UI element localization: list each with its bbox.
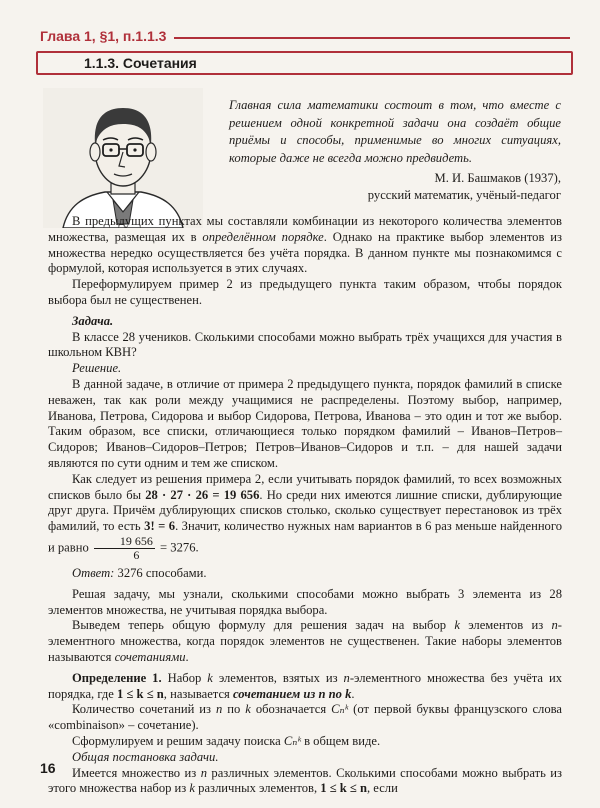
answer-heading: Ответ: <box>72 565 115 580</box>
epigraph-quote: Главная сила математики состоит в том, что вместе с решением одной конкретной задачи она создаёт общие приёмы и способы, применимые во многих ситуациях, которые даже не всегда можно предвидеть. <box>229 98 561 165</box>
answer-line: Ответ: 3276 способами. <box>72 565 207 580</box>
epigraph-author <box>229 170 561 203</box>
paragraph-general-formula: Выведем теперь общую формулу для решения задач на выбор k элементов из n-элементного множества, когда порядок элементов не существенен. Такие наборы элементов называются сочетаниями. <box>48 618 562 664</box>
task-heading: Задача. <box>72 313 114 328</box>
general-problem-heading: Общая постановка задачи. <box>72 749 219 764</box>
fraction: $\frac{19 656}{6}$ <box>94 535 155 562</box>
emphasis-ordered: определённом порядке <box>202 229 324 244</box>
author-name: М. И. Башмаков (1937), <box>434 171 561 185</box>
paragraph-reformulate: Переформулируем пример 2 из предыдущего пункта таким образом, чтобы порядок выбора был не существенен. <box>48 277 562 307</box>
paragraph-notation: Количество сочетаний из n по k обозначается Cₙᵏ (от первой буквы французского слова «combinaison» – сочетание). <box>48 702 562 733</box>
paragraph-general-problem: Имеется множество из n различных элементов. Сколькими способами можно выбрать из этого множества набор из k различных элементов, 1 ≤ k ≤ n, если <box>48 765 562 796</box>
section-title: 1.1.3. Сочетания <box>84 55 197 71</box>
main-text <box>48 214 562 797</box>
solution-paragraph-1: В данной задаче, в отличие от примера 2 предыдущего пункта, порядок фамилий в списке неважен, так как роли между учащимися не распределены. Поэтому выбор, например, Иванова, Петрова, Сидорова и выбор Сидорова, Петрова, Иванова – это один и тот же выбор. Таким образом, все списки, отличающиеся только порядком фамилий – Иванов–Петров–Сидоров; Иванов–Сидоров–Петров; Петров–Иванов–Сидоров и т.п. – для нашей задачи являются по сути одним и тем же списком. <box>48 376 562 470</box>
chapter-title: Глава 1, §1, п.1.1.3 <box>40 28 167 44</box>
solution-heading: Решение. <box>72 361 122 376</box>
solution-paragraph-2: Как следует из решения примера 2, если учитывать порядок фамилий, то всех возможных списков было бы 28 · 27 · 26 = 19 656. Но среди них имеются лишние списки, дублирующие друг друга. Причём дублирующих списков столько, сколько существует перестановок из трёх фамилий, то есть 3! = 6. Значит, количество нужных нам вариантов в 6 раз меньше найденного и равно $\frac{19 656}{6}$ = 3276. <box>48 471 563 562</box>
page-number: 16 <box>40 760 56 776</box>
definition-1: Определение 1. Набор k элементов, взятых из n-элементного множества без учёта их порядка, где 1 ≤ k ≤ n, называется сочетанием из n по k. <box>48 670 563 701</box>
portrait-illustration <box>43 88 203 228</box>
author-description: русский математик, учёный-педагог <box>367 187 561 202</box>
paragraph-formulate: Сформулируем и решим задачу поиска Cₙᵏ в общем виде. <box>72 733 381 748</box>
paragraph-intro: В предыдущих пунктах мы составляли комбинации из некоторого количества элементов множества, размещая их в определённом порядке. Однако на практике выбор элементов из множества нередко осуществляется без учёта порядка. В данном пункте мы познакомимся с формулой, которая используется в этих случаях. <box>48 214 562 276</box>
definition-heading: Определение 1. <box>72 670 162 685</box>
paragraph-conclusion: Решая задачу, мы узнали, сколькими способами можно выбрать 3 элемента из 28 элементов множества, не учитывая порядка выбора. <box>48 586 562 617</box>
section-box <box>36 51 573 75</box>
definition-term: сочетанием из n по k <box>233 686 352 701</box>
task-text: В классе 28 учеников. Сколькими способами можно выбрать трёх учащихся для участия в школьном КВН? <box>48 329 562 360</box>
chapter-header <box>40 26 570 46</box>
chapter-rule <box>174 37 570 39</box>
